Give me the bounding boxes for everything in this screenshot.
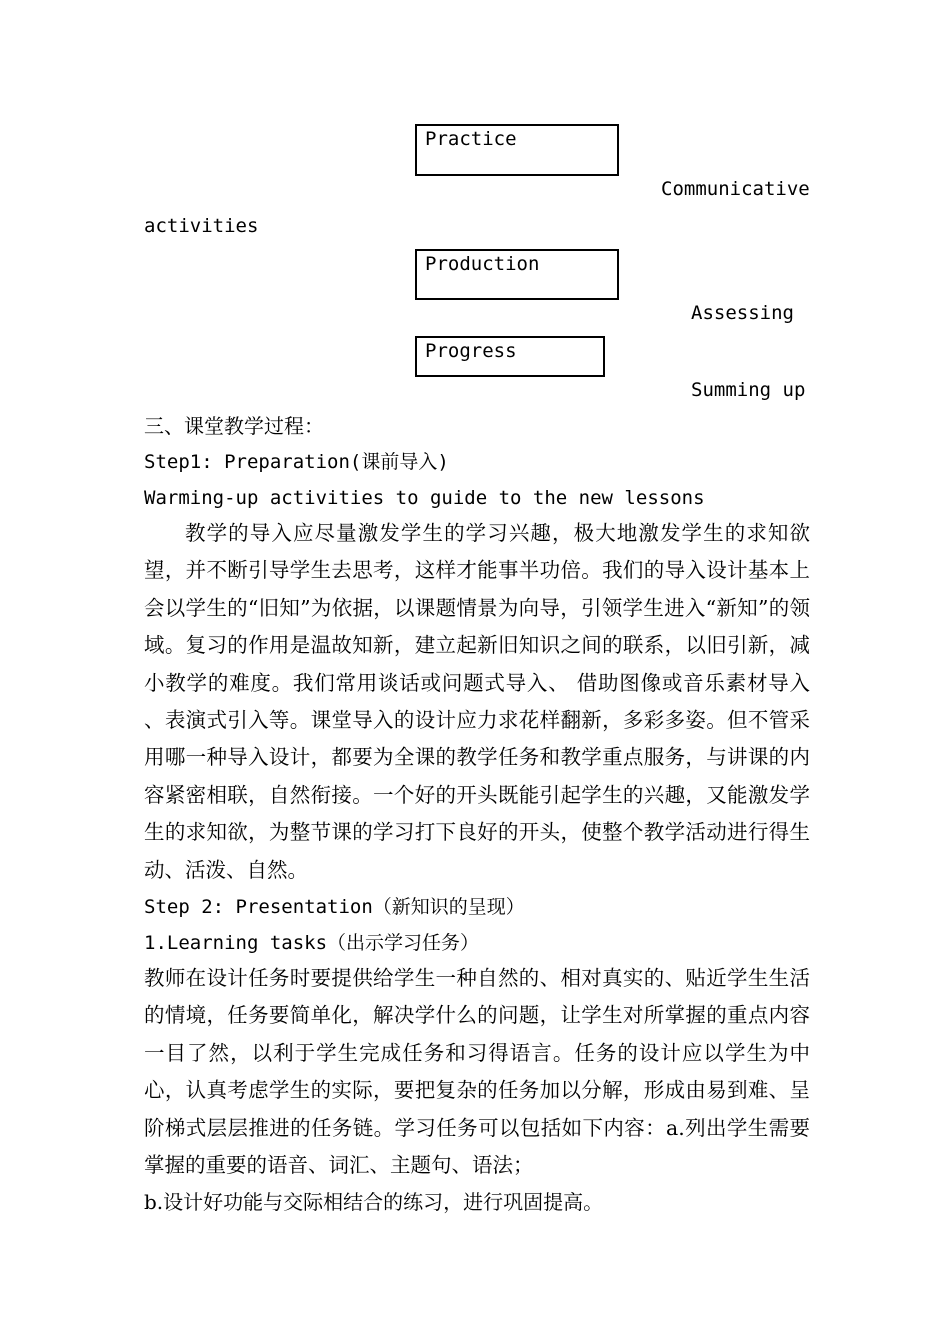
step2-title: Step 2: Presentation（新知识的呈现） [144, 896, 525, 918]
progress-label: Progress [425, 340, 517, 362]
step1-paragraph: 教学的导入应尽量激发学生的学习兴趣，极大地激发学生的求知欲望，并不断引导学生去思考，这样才能事半功倍。我们的导入设计基本上会以学生的“旧知”为依据，以课题情景为向导，引领学生进入“新知”的领域。复习的作用是温故知新，建立起新旧知识之间的联系，以旧引新，减小教学的难度。我们常用谈话或问题式导入、 借助图像或音乐素材导入 、表演式引入等。课堂导入的设计应力求花样翻新，多彩多姿。但不管采用哪一种导入设计，都要为全课的教学任务和教学重点服务，与讲课的内容紧密相联，自然衔接。一个好的开头既能引起学生的兴趣，又能激发学生的求知欲，为整节课的学习打下良好的开头，使整个教学活动进行得生动、活泼、自然。 [144, 521, 810, 882]
step1-title: Step1: Preparation(课前导入) [144, 451, 449, 473]
section-heading: 三、课堂教学过程： [144, 414, 324, 438]
summing-up-note: Summing up [691, 379, 806, 401]
activities-note: activities [144, 215, 259, 237]
practice-box [415, 124, 619, 176]
production-label: Production [425, 253, 540, 275]
progress-box [415, 336, 605, 377]
step2-paragraph: 教师在设计任务时要提供给学生一种自然的、相对真实的、贴近学生生活的情境，任务要简单化，解决学什么的问题，让学生对所掌握的重点内容一目了然，以利于学生完成任务和习得语言。任务的设计应以学生为中心，认真考虑学生的实际，要把复杂的任务加以分解，形成由易到难、呈阶梯式层层推进的任务链。学习任务可以包括如下内容：a.列出学生需要掌握的重要的语音、词汇、主题句、语法； [144, 966, 810, 1178]
item-b: b.设计好功能与交际相结合的练习，进行巩固提高。 [144, 1190, 604, 1214]
assessing-note: Assessing [691, 302, 794, 324]
practice-label: Practice [425, 128, 517, 150]
learning-tasks-title: 1.Learning tasks（出示学习任务） [144, 932, 480, 954]
production-box [415, 249, 619, 300]
communicative-note: Communicative [661, 178, 810, 200]
step1-subtitle: Warming-up activities to guide to the new lessons [144, 487, 705, 509]
